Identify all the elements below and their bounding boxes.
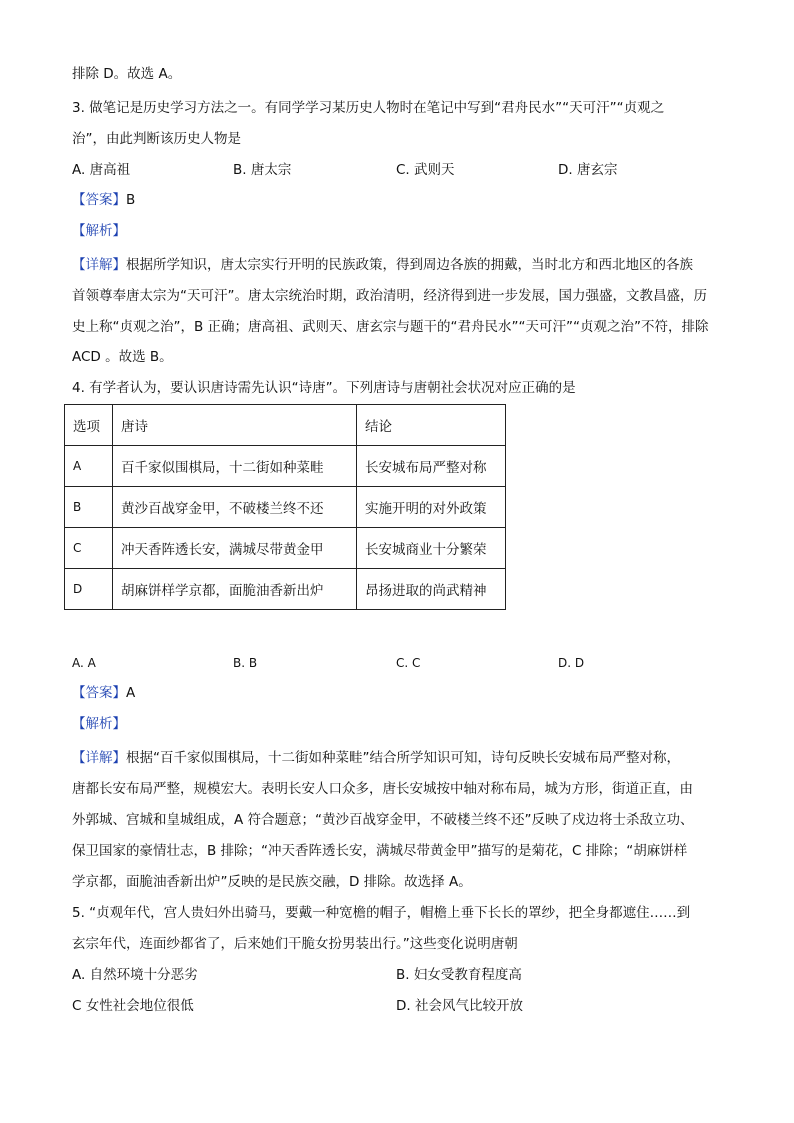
q3-answer [72,190,135,210]
table-row [65,528,506,569]
q4-detail-line-4: 保卫国家的豪情壮志，B 排除；“冲天香阵透长安，满城尽带黄金甲”描写的是菊花，C 排除；“胡麻饼样 [72,843,688,859]
row-conclusion: 实施开明的对外政策 [357,487,506,528]
row-poem: 黄沙百战穿金甲，不破楼兰终不还 [113,487,357,528]
q3-option-c: C. 武则天 [396,162,455,178]
q4-detail-text-1: 根据“百千家似围棋局，十二街如种菜畦”结合所学知识可知，诗句反映长安城布局严整对称， [126,750,680,766]
header-option: 选项 [65,405,113,446]
q4-option-d: D. D [558,656,585,670]
q3-detail-line-3: 史上称“贞观之治”，B 正确；唐高祖、武则天、唐玄宗与题干的“君舟民水”“天可汗”“贞观之治”不符，排除 [72,319,709,335]
table-row [65,569,506,610]
q5-option-b: B. 妇女受教育程度高 [396,967,522,983]
q4-option-c: C. C [396,656,421,670]
q4-answer-label: 【答案】 [72,685,126,701]
row-option: C [65,528,113,569]
row-option: A [65,446,113,487]
q4-stem: 4. 有学者认为，要认识唐诗需先认识“诗唐”。下列唐诗与唐朝社会状况对应正确的是 [72,380,576,396]
q4-table [64,404,506,610]
table-row [65,487,506,528]
q3-detail-label: 【详解】 [72,257,126,273]
q3-detail-text-1: 根据所学知识，唐太宗实行开明的民族政策，得到周边各族的拥戴，当时北方和西北地区的各族 [126,257,693,273]
q3-option-b: B. 唐太宗 [233,162,292,178]
row-conclusion: 长安城布局严整对称 [357,446,506,487]
row-poem: 胡麻饼样学京都，面脆油香新出炉 [113,569,357,610]
q3-option-a: A. 唐高祖 [72,162,131,178]
q4-answer [72,683,135,703]
row-option: B [65,487,113,528]
row-conclusion: 长安城商业十分繁荣 [357,528,506,569]
q5-option-a: A. 自然环境十分恶劣 [72,967,198,983]
q4-detail-line-5: 学京都，面脆油香新出炉”反映的是民族交融，D 排除。故选择 A。 [72,874,472,890]
row-option: D [65,569,113,610]
q4-detail-line-1 [72,748,680,768]
q3-stem-line-2: 治”，由此判断该历史人物是 [72,131,241,147]
previous-answer-tail: 排除 D。故选 A。 [72,66,182,82]
q3-option-d: D. 唐玄宗 [558,162,618,178]
q3-detail-line-1 [72,255,693,275]
table-header-row [65,405,506,446]
header-conclusion: 结论 [357,405,506,446]
q4-analysis-label: 【解析】 [72,716,126,732]
q5-stem-line-1: 5. “贞观年代，宫人贵妇外出骑马，要戴一种宽檐的帽子，帽檐上垂下长长的罩纱，把全身都遮住……到 [72,905,691,921]
header-poem: 唐诗 [113,405,357,446]
q3-analysis-label: 【解析】 [72,223,126,239]
row-poem: 冲天香阵透长安，满城尽带黄金甲 [113,528,357,569]
q3-answer-label: 【答案】 [72,192,126,208]
q3-detail-line-4: ACD 。故选 B。 [72,349,173,365]
q4-detail-line-2: 唐都长安布局严整，规模宏大。表明长安人口众多，唐长安城按中轴对称布局，城为方形，街道正直，由 [72,781,693,797]
q4-answer-value: A [126,685,136,701]
q5-option-c: C 女性社会地位很低 [72,998,194,1014]
q4-detail-label: 【详解】 [72,750,126,766]
row-poem: 百千家似围棋局，十二街如种菜畦 [113,446,357,487]
q3-stem-line-1: 3. 做笔记是历史学习方法之一。有同学学习某历史人物时在笔记中写到“君舟民水”“天可汗”“贞观之 [72,100,665,116]
q5-option-d: D. 社会风气比较开放 [396,998,523,1014]
q4-option-b: B. B [233,656,258,670]
q4-option-a: A. A [72,656,96,670]
q3-detail-line-2: 首领尊奉唐太宗为“天可汗”。唐太宗统治时期，政治清明，经济得到进一步发展，国力强盛，文教昌盛，历 [72,288,707,304]
table-row [65,446,506,487]
row-conclusion: 昂扬进取的尚武精神 [357,569,506,610]
q3-answer-value: B [126,192,136,208]
q4-detail-line-3: 外郭城、宫城和皇城组成，A 符合题意；“黄沙百战穿金甲，不破楼兰终不还”反映了戍边将士杀敌立功、 [72,812,694,828]
q5-stem-line-2: 玄宗年代，连面纱都省了，后来她们干脆女扮男装出行。”这些变化说明唐朝 [72,936,518,952]
